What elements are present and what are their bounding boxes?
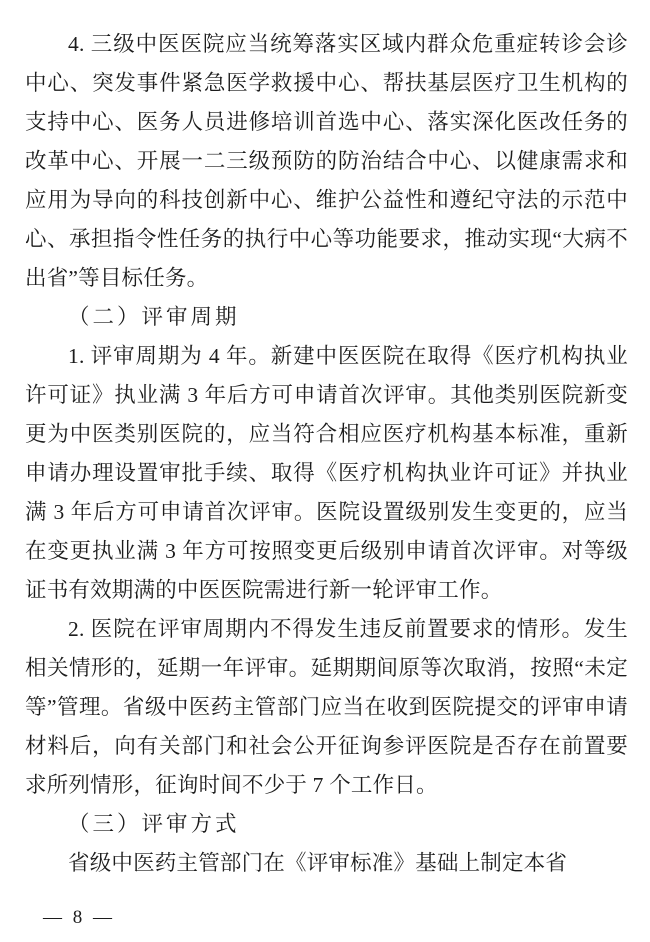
section-heading-review-cycle: （二）评审周期 [68, 305, 240, 329]
page-number: — 8 — [43, 907, 115, 928]
body-paragraph-4: 省级中医药主管部门在《评审标准》基础上制定本省 [68, 851, 568, 875]
body-paragraph-3: 2. 医院在评审周期内不得发生违反前置要求的情形。发生相关情形的，延期一年评审。延期期间原等次取消，按照“未定等”管理。省级中医药主管部门应当在收到医院提交的评审申请材料后，向有关部门和社会公开征询参评医院是否存在前置要求所列情形，征询时间不少于 7 个工作日。 [25, 617, 628, 797]
document-body [25, 25, 628, 883]
section-heading-review-method: （三）评审方式 [68, 812, 240, 836]
body-paragraph-1: 4. 三级中医医院应当统筹落实区域内群众危重症转诊会诊中心、突发事件紧急医学救援中心、帮扶基层医疗卫生机构的支持中心、医务人员进修培训首选中心、落实深化医改任务的改革中心、开展一二三级预防的防治结合中心、以健康需求和应用为导向的科技创新中心、维护公益性和遵纪守法的示范中心、承担指令性任务的执行中心等功能要求，推动实现“大病不出省”等目标任务。 [25, 32, 628, 290]
body-paragraph-2: 1. 评审周期为 4 年。新建中医医院在取得《医疗机构执业许可证》执业满 3 年后方可申请首次评审。其他类别医院新变更为中医类别医院的，应当符合相应医疗机构基本标准，重新申请办理设置审批手续、取得《医疗机构执业许可证》并执业满 3 年后方可申请首次评审。医院设置级别发生变更的，应当在变更执业满 3 年方可按照变更后级别申请首次评审。对等级证书有效期满的中医医院需进行新一轮评审工作。 [25, 344, 628, 602]
